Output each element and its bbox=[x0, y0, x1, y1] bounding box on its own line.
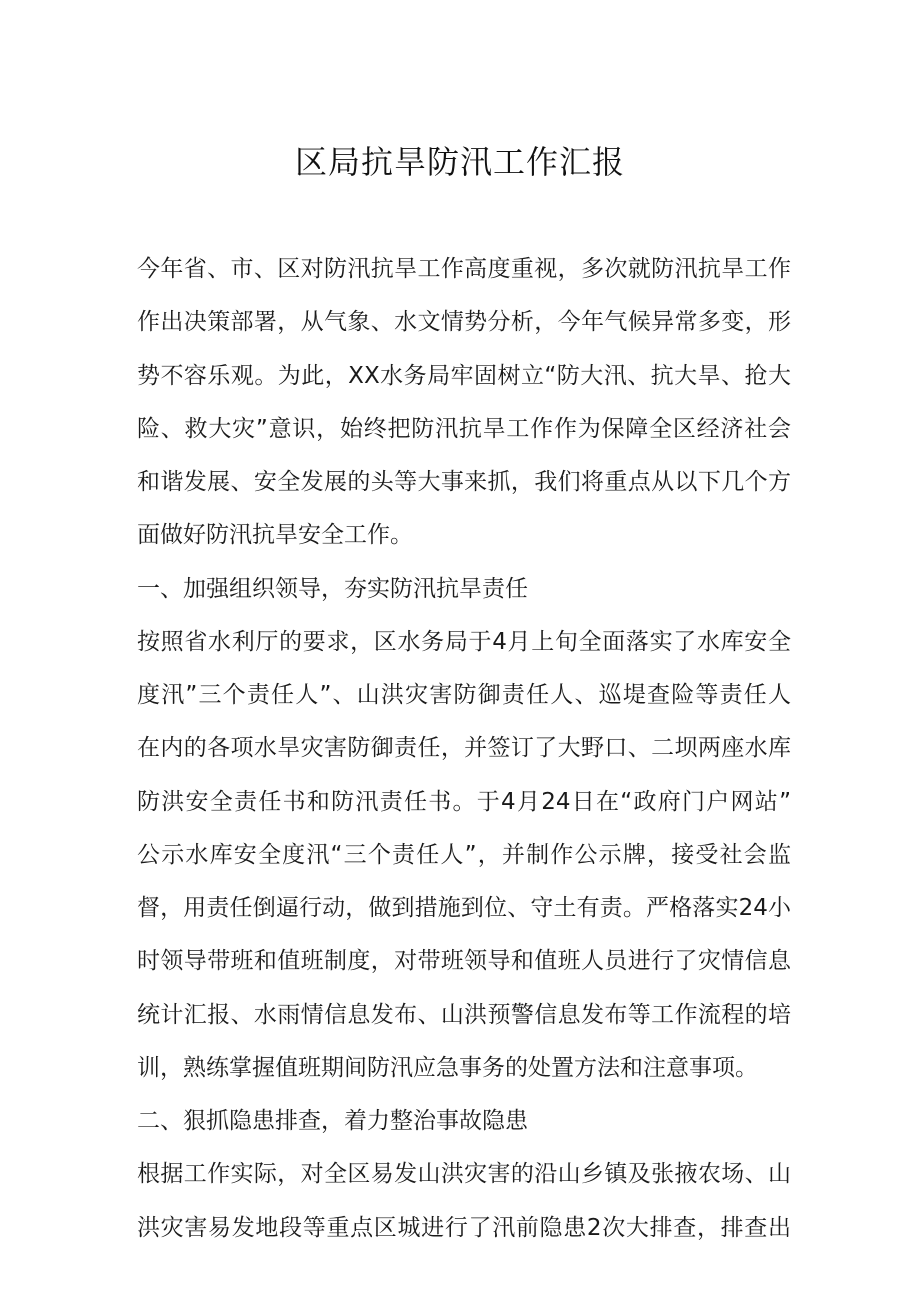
paragraph-line: 统计汇报、水雨情信息发布、山洪预警信息发布等工作流程的培 bbox=[137, 1001, 791, 1028]
document-body bbox=[137, 243, 791, 1255]
paragraph-line: 防洪安全责任书和防汛责任书。于4月24日在“政府门户网站” bbox=[137, 788, 791, 815]
paragraph-line: 洪灾害易发地段等重点区城进行了汛前隐患2次大排查，排查出 bbox=[137, 1214, 791, 1241]
paragraph-line: 和谐发展、安全发展的头等大事来抓，我们将重点从以下几个方 bbox=[137, 469, 791, 495]
paragraph-line: 在内的各项水旱灾害防御责任，并签订了大野口、二坝两座水库 bbox=[137, 735, 791, 762]
paragraph-line: 度汛”三个责任人”、山洪灾害防御责任人、巡堤查险等责任人 bbox=[137, 682, 791, 708]
paragraph-line: 作出决策部署，从气象、水文情势分析，今年气候异常多变，形 bbox=[137, 309, 791, 336]
document-title: 区局抗旱防汛工作汇报 bbox=[294, 143, 625, 181]
paragraph-line: 训，熟练掌握值班期间防汛应急事务的处置方法和注意事项。 bbox=[137, 1054, 758, 1081]
paragraph-line: 督，用责任倒逼行动，做到措施到位、守土有责。严格落实24小 bbox=[137, 895, 791, 921]
paragraph-line: 公示水库安全度汛“三个责任人”，并制作公示牌，接受社会监 bbox=[137, 841, 791, 868]
section-heading: 一、加强组织领导，夯实防汛抗旱责任 bbox=[137, 575, 528, 602]
paragraph-line: 时领导带班和值班制度，对带班领导和值班人员进行了灾情信息 bbox=[137, 948, 791, 975]
paragraph-line: 面做好防汛抗旱安全工作。 bbox=[137, 522, 413, 549]
paragraph-line: 今年省、市、区对防汛抗旱工作高度重视，多次就防汛抗旱工作 bbox=[137, 256, 791, 282]
paragraph-line: 按照省水利厅的要求，区水务局于4月上旬全面落实了水库安全 bbox=[137, 628, 791, 655]
section-heading: 二、狠抓隐患排查，着力整治事故隐患 bbox=[137, 1108, 528, 1134]
paragraph-line: 根据工作实际，对全区易发山洪灾害的沿山乡镇及张掖农场、山 bbox=[137, 1161, 791, 1188]
paragraph-line: 险、救大灾”意识，始终把防汛抗旱工作作为保障全区经济社会 bbox=[137, 415, 791, 442]
paragraph-line: 势不容乐观。为此，XX水务局牢固树立“防大汛、抗大旱、抢大 bbox=[137, 362, 791, 389]
